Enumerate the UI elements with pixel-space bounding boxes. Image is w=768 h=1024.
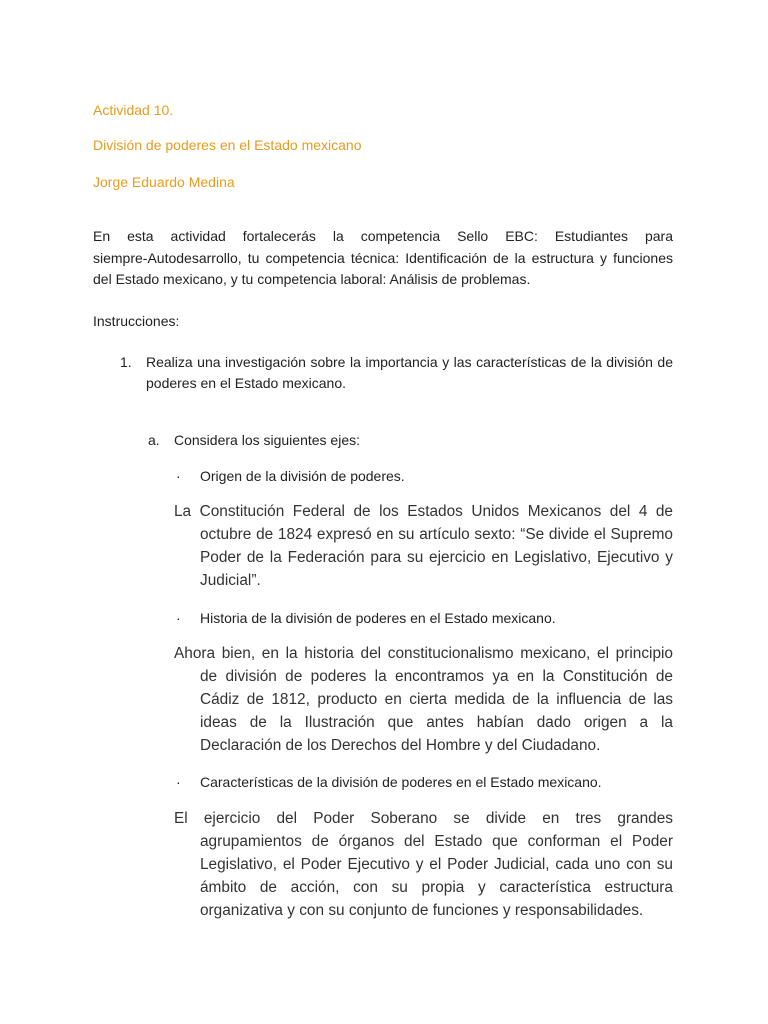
bullet-icon: ·: [176, 774, 181, 790]
instruction-line: Realiza una investigación sobre la importancia y las características de la división de: [146, 354, 673, 370]
instruction-item-text: [146, 352, 673, 394]
paragraph-line: El ejercicio del Poder Soberano se divide en tres grandes: [174, 810, 673, 827]
sublist-marker: a.: [148, 432, 160, 448]
list-number: 1.: [120, 354, 132, 370]
paragraph-line: organizativa y con su conjunto de funciones y responsabilidades.: [200, 902, 644, 919]
bullet-icon: ·: [176, 610, 181, 626]
axis-title-origin: Origen de la división de poderes.: [200, 468, 405, 484]
axis-title-history: Historia de la división de poderes en el Estado mexicano.: [200, 610, 556, 626]
paragraph-line: ideas de la Ilustración que antes habían dado origen a la: [200, 714, 673, 731]
intro-line: siempre-Autodesarrollo, tu competencia técnica: Identificación de la estructura y funciones: [93, 249, 673, 266]
paragraph-line: Poder de la Federación para su ejercicio en Legislativo, Ejecutivo y: [200, 549, 673, 566]
origin-paragraph: [174, 500, 673, 592]
paragraph-line: La Constitución Federal de los Estados Unidos Mexicanos del 4 de: [174, 503, 673, 520]
axis-title-characteristics: Características de la división de poderes en el Estado mexicano.: [200, 774, 602, 790]
author-name: Jorge Eduardo Medina: [93, 174, 235, 190]
bullet-icon: ·: [176, 468, 181, 484]
sublist-text: Considera los siguientes ejes:: [174, 432, 360, 448]
paragraph-line: agrupamientos de órganos del Estado que conforman el Poder: [200, 833, 673, 850]
instructions-label: Instrucciones:: [93, 313, 180, 329]
activity-number: Actividad 10.: [93, 102, 174, 118]
paragraph-line: Declaración de los Derechos del Hombre y del Ciudadano.: [200, 737, 601, 754]
paragraph-line: octubre de 1824 expresó en su artículo sexto: “Se divide el Supremo: [200, 526, 673, 543]
paragraph-line: Cádiz de 1812, producto en cierta medida de la influencia de las: [200, 691, 673, 708]
paragraph-line: Ahora bien, en la historia del constitucionalismo mexicano, el principio: [174, 645, 673, 662]
paragraph-line: Legislativo, el Poder Ejecutivo y el Poder Judicial, cada uno con su: [200, 856, 673, 873]
characteristics-paragraph: [174, 807, 673, 922]
intro-paragraph: [93, 226, 673, 291]
intro-line: En esta actividad fortalecerás la competencia Sello EBC: Estudiantes para: [93, 228, 673, 244]
document-title: División de poderes en el Estado mexicano: [93, 137, 362, 153]
intro-line: del Estado mexicano, y tu competencia laboral: Análisis de problemas.: [93, 271, 531, 287]
paragraph-line: de división de poderes la encontramos ya en la Constitución de: [200, 668, 673, 685]
history-paragraph: [174, 642, 673, 757]
paragraph-line: Judicial”.: [200, 572, 261, 589]
paragraph-line: ámbito de acción, con su propia y característica estructura: [200, 879, 673, 896]
instruction-line: poderes en el Estado mexicano.: [146, 375, 347, 391]
